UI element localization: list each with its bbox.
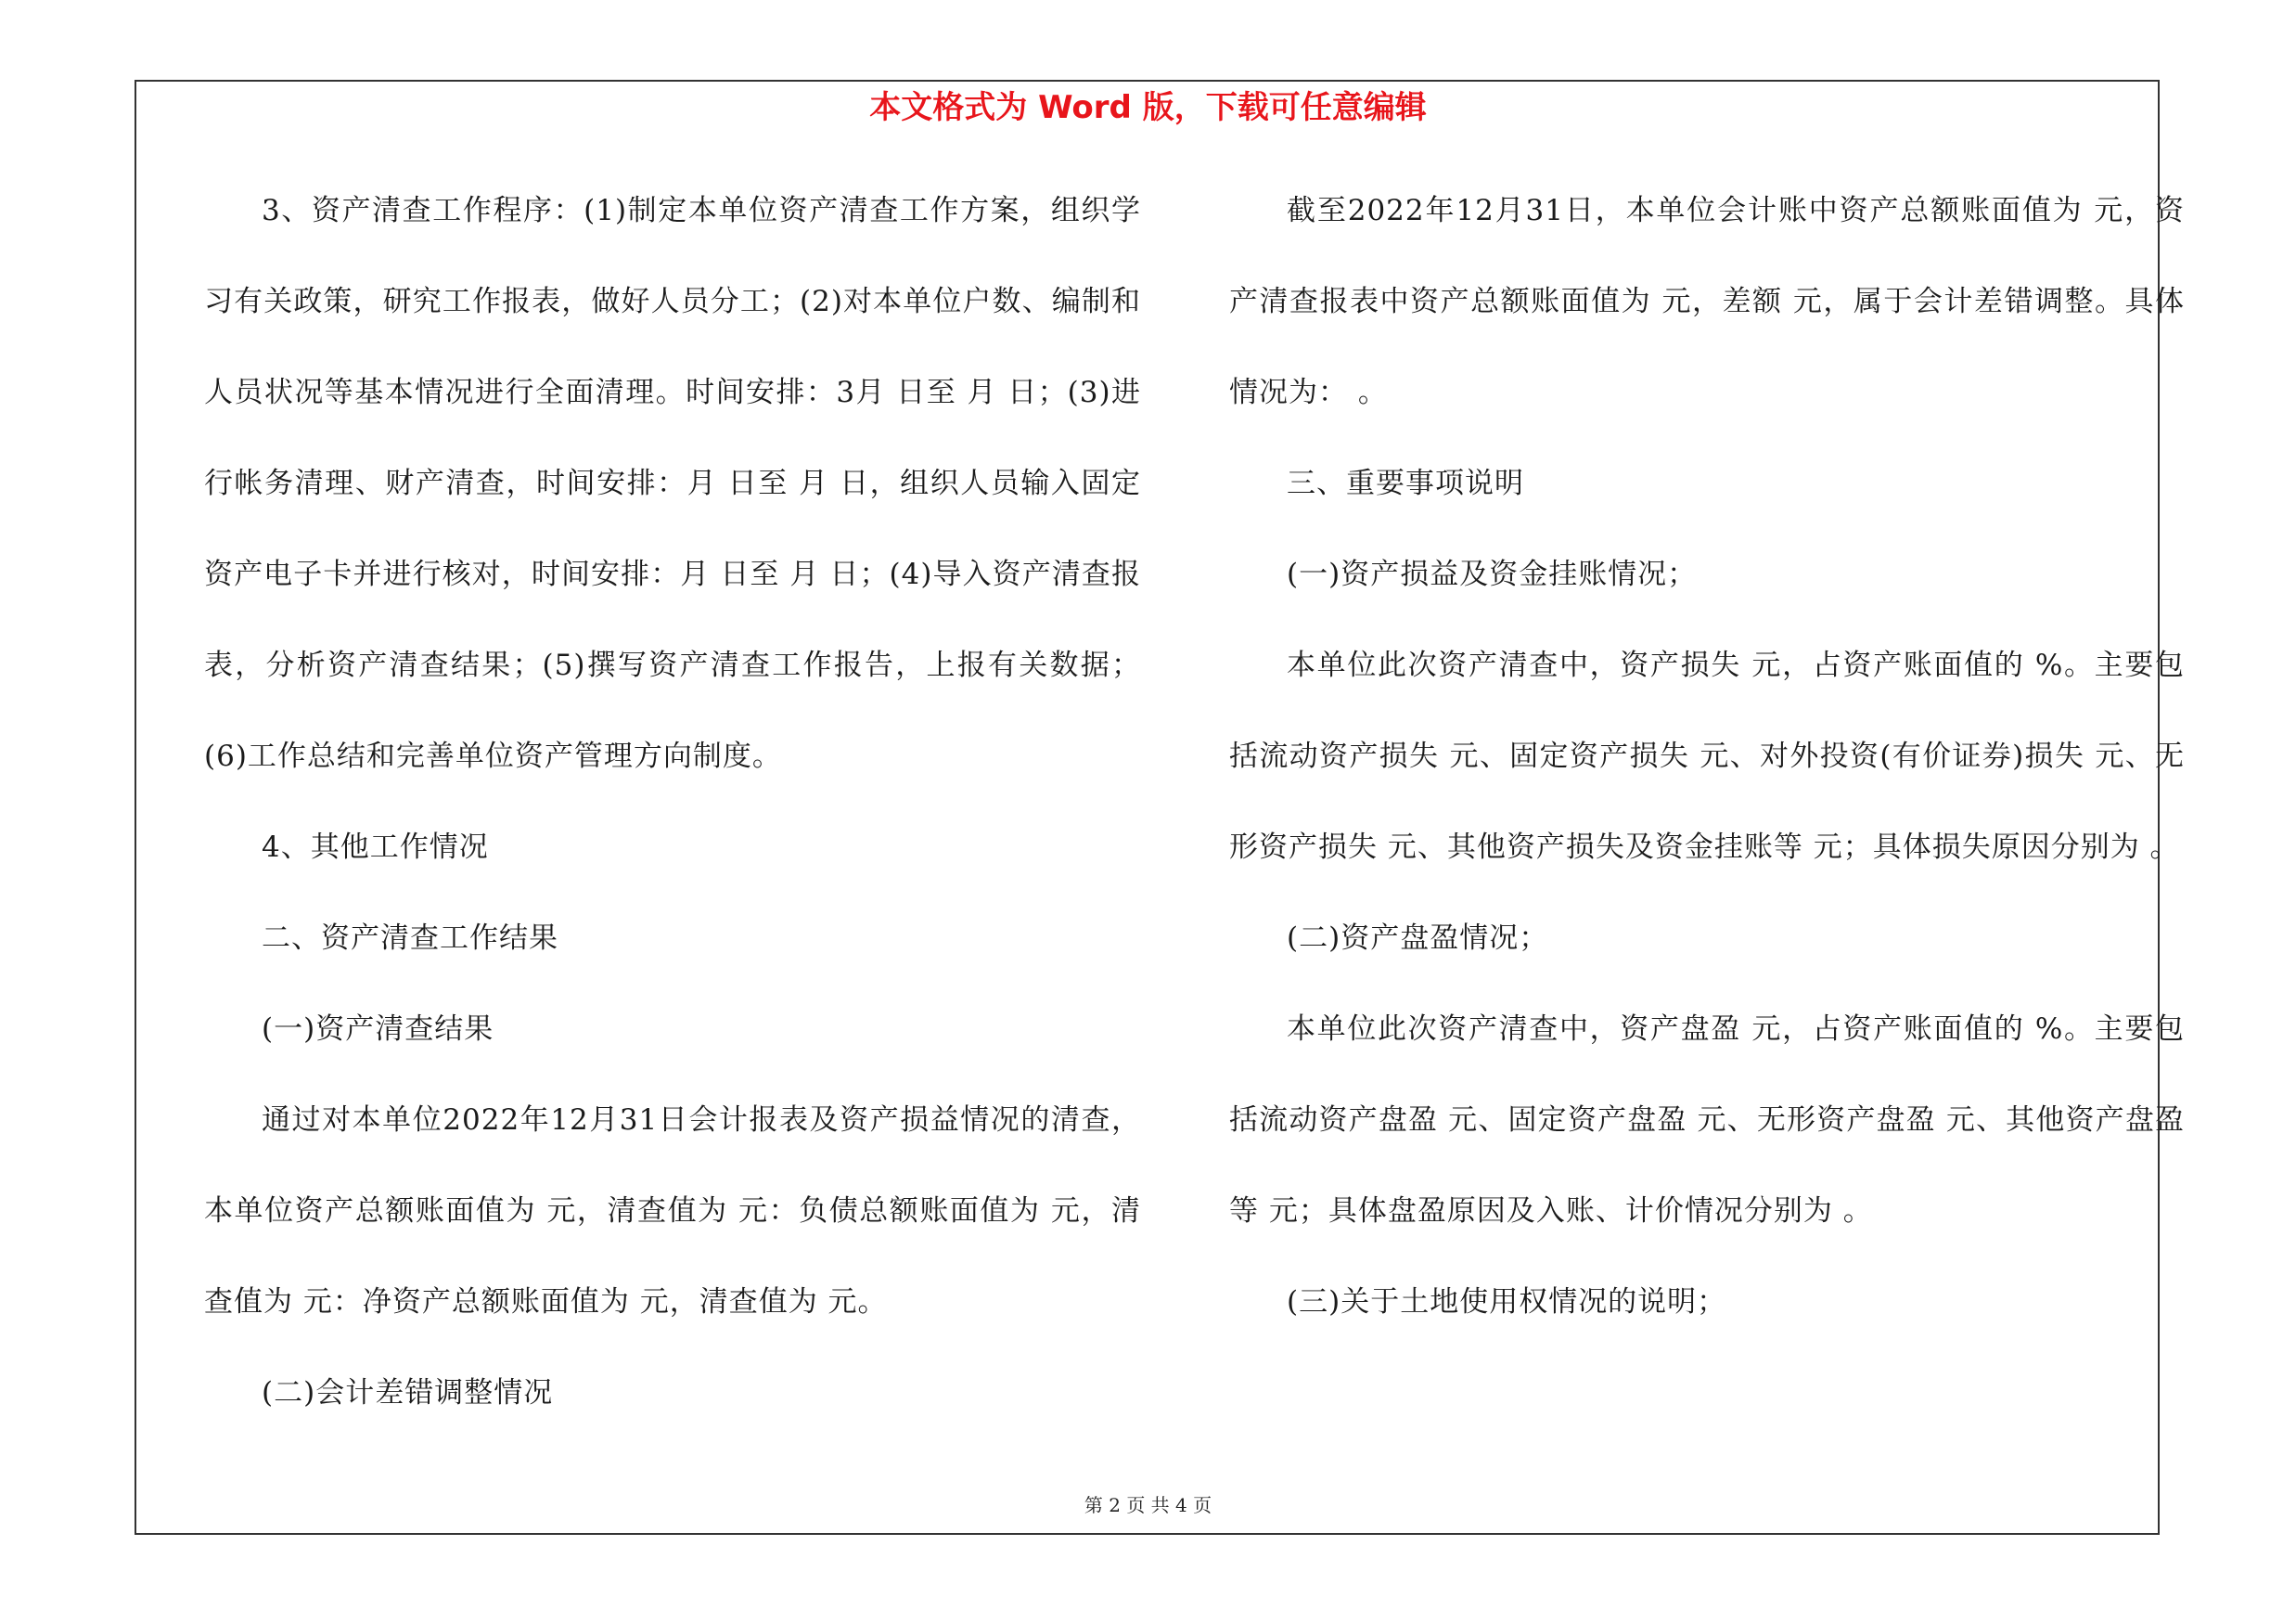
subsection-heading: (二)资产盘盈情况；	[1287, 921, 1549, 955]
paragraph: 截至2022年12月31日，本单位会计账中资产总额账面值为 元，资产清查报表中资产总额账面值为 元，差额 元，属于会计差错调整。具体情况为： 。	[1229, 194, 2185, 409]
subsection-heading: (二)会计差错调整情况	[262, 1376, 554, 1410]
left-column	[204, 165, 1141, 1446]
section-heading: 二、资产清查工作结果	[262, 921, 558, 955]
paragraph: 通过对本单位2022年12月31日会计报表及资产损益情况的清查，本单位资产总额账面值为 元，清查值为 元：负债总额账面值为 元，清查值为 元：净资产总额账面值为 元，清查值为 元。	[204, 1103, 1141, 1319]
subsection-heading: (一)资产清查结果	[262, 1012, 494, 1046]
paragraph: 4、其他工作情况	[262, 831, 489, 864]
paragraph: 本单位此次资产清查中，资产损失 元，占资产账面值的 %。主要包括流动资产损失 元、固定资产损失 元、对外投资(有价证券)损失 元、无形资产损失 元、其他资产损失及资金挂账等 元；具体损失原因分别为 。	[1229, 649, 2185, 864]
paragraph: 本单位此次资产清查中，资产盘盈 元，占资产账面值的 %。主要包括流动资产盘盈 元、固定资产盘盈 元、无形资产盘盈 元、其他资产盘盈等 元；具体盘盈原因及入账、计价情况分别为 。	[1229, 1012, 2185, 1228]
format-banner: 本文格式为 Word 版，下载可任意编辑	[869, 89, 1427, 126]
page-number: 第 2 页 共 4 页	[1084, 1494, 1212, 1516]
subsection-heading: (三)关于土地使用权情况的说明；	[1287, 1285, 1727, 1319]
subsection-heading: (一)资产损益及资金挂账情况；	[1287, 558, 1698, 591]
paragraph: 3、资产清查工作程序：(1)制定本单位资产清查工作方案，组织学习有关政策，研究工作报表，做好人员分工；(2)对本单位户数、编制和人员状况等基本情况进行全面清理。时间安排：3月 日至 月 日；(3)进行帐务清理、财产清查，时间安排：月 日至 月 日，组织人员输入固定资产电子卡并进行核对，时间安排：月 日至 月 日；(4)导入资产清查报表，分析资产清查结果；(5)撰写资产清查工作报告，上报有关数据；(6)工作总结和完善单位资产管理方向制度。	[204, 194, 1141, 773]
right-column	[1229, 165, 2185, 1446]
section-heading: 三、重要事项说明	[1287, 467, 1524, 500]
